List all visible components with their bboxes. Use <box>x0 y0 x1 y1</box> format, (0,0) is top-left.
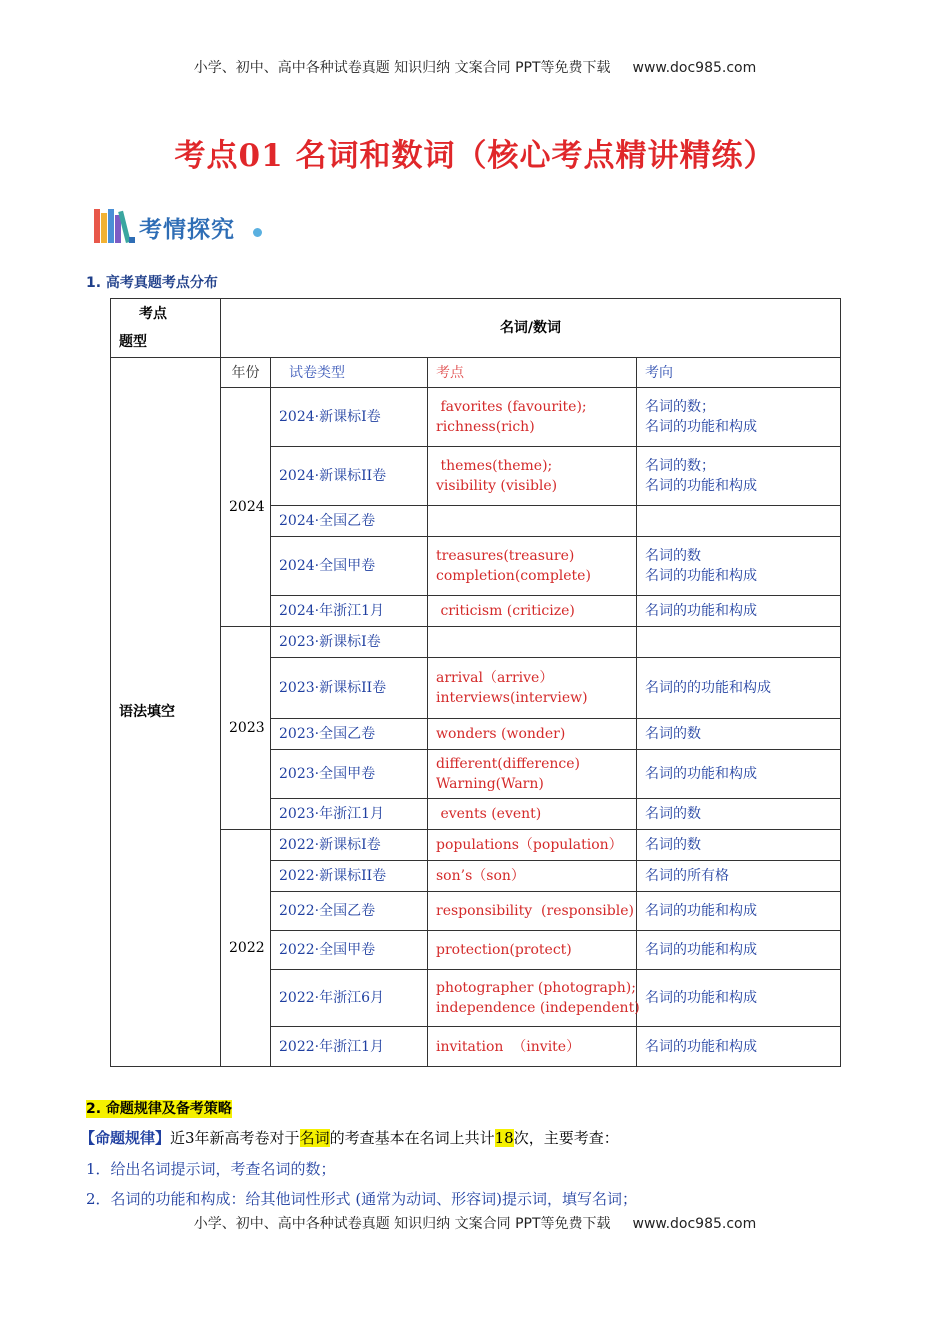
direction-cell <box>637 627 841 658</box>
column-header-row <box>111 358 841 388</box>
section2-heading-text: 2. 命题规律及备考策略 <box>86 1101 232 1117</box>
point-line1: son’s（son） <box>436 868 525 884</box>
direction-cell <box>637 388 841 447</box>
direction-cell <box>637 719 841 750</box>
col-header-year: 年份 <box>221 358 271 388</box>
paper-cell: 2022·全国乙卷 <box>271 892 428 931</box>
point-line1: photographer (photograph); <box>436 980 636 996</box>
col-header-direction: 考向 <box>637 358 841 388</box>
point-line2: independence (independent) <box>436 1000 640 1016</box>
table-row <box>111 388 841 447</box>
point-line1: favorites (favourite); <box>436 399 587 415</box>
direction-line2: 名词的功能和构成 <box>645 478 757 494</box>
point-line1: themes(theme); <box>436 458 553 474</box>
point-line1: arrival（arrive） <box>436 670 554 686</box>
direction-line2: 名词的功能和构成 <box>645 419 757 435</box>
point-line1: protection(protect) <box>436 942 572 958</box>
direction-line1: 名词的数 <box>645 806 701 822</box>
point-line1: treasures(treasure) <box>436 548 575 564</box>
rule-highlight-noun: 名词 <box>299 1129 330 1147</box>
col-header-paper: 试卷类型 <box>271 358 428 388</box>
direction-line1: 名词的数 <box>645 726 701 742</box>
point-line1: criticism (criticize) <box>436 603 575 619</box>
point-line2: completion(complete) <box>436 568 591 584</box>
paper-cell: 2023·年浙江1月 <box>271 799 428 830</box>
direction-cell <box>637 750 841 799</box>
paper-cell: 2024·全国甲卷 <box>271 537 428 596</box>
main-header-cell: 名词/数词 <box>221 299 841 358</box>
direction-cell <box>637 892 841 931</box>
paper-cell: 2024·年浙江1月 <box>271 596 428 627</box>
direction-line1: 名词的功能和构成 <box>645 942 757 958</box>
point-line1: events (event) <box>436 806 542 822</box>
point-cell <box>428 388 637 447</box>
point-cell <box>428 892 637 931</box>
section2-heading <box>86 1098 232 1118</box>
paper-cell: 2024·新课标I卷 <box>271 388 428 447</box>
point-cell <box>428 627 637 658</box>
paper-cell: 2022·年浙江1月 <box>271 1027 428 1067</box>
point-line2: interviews(interview) <box>436 690 588 706</box>
page-header <box>0 57 950 77</box>
year-cell: 2022 <box>221 830 271 1067</box>
document-title: 考点01 名词和数词（核心考点精讲精练） <box>174 138 776 174</box>
table-row <box>111 830 841 861</box>
rule-highlight-count: 18 <box>494 1129 514 1147</box>
point-line2: visibility (visible) <box>436 478 558 494</box>
paper-cell: 2023·新课标II卷 <box>271 658 428 719</box>
point-cell <box>428 830 637 861</box>
section-banner <box>93 205 283 249</box>
paper-cell: 2022·全国甲卷 <box>271 931 428 970</box>
point-cell <box>428 799 637 830</box>
corner-line2: 题型 <box>119 334 147 350</box>
direction-cell <box>637 658 841 719</box>
point-cell <box>428 506 637 537</box>
direction-cell <box>637 596 841 627</box>
point-line2: Warning(Warn) <box>436 776 544 792</box>
corner-header-cell <box>111 299 221 358</box>
direction-cell <box>637 1027 841 1067</box>
books-icon <box>93 207 137 245</box>
direction-line1: 名词的功能和构成 <box>645 990 757 1006</box>
direction-cell <box>637 506 841 537</box>
direction-line1: 名词的功能和构成 <box>645 603 757 619</box>
direction-cell <box>637 537 841 596</box>
direction-line1: 名词的功能和构成 <box>645 766 757 782</box>
point-cell <box>428 658 637 719</box>
point-line1: populations（population） <box>436 837 623 853</box>
rule-post: 次，主要考查： <box>513 1129 619 1147</box>
paper-cell: 2023·全国甲卷 <box>271 750 428 799</box>
direction-cell <box>637 830 841 861</box>
footer-promo-text: 小学、初中、高中各种试卷真题 知识归纳 文案合同 PPT等免费下载 <box>193 1216 611 1232</box>
point-line1: different(difference) <box>436 756 581 772</box>
corner-line1: 考点 <box>139 306 167 322</box>
rule-pre: 近3年新高考卷对于 <box>170 1129 300 1147</box>
direction-cell <box>637 799 841 830</box>
page-footer <box>0 1213 950 1233</box>
point-cell <box>428 447 637 506</box>
point-line1: responsibility (responsible) <box>436 903 634 919</box>
direction-line1: 名词的数； <box>645 458 715 474</box>
rule-point-2: 2．名词的功能和构成：给其他词性形式 (通常为动词、形容词)提示词，填写名词； <box>86 1190 638 1208</box>
direction-cell <box>637 970 841 1027</box>
direction-cell <box>637 861 841 892</box>
footer-site[interactable]: www.doc985.com <box>632 1216 757 1232</box>
paper-cell: 2022·新课标II卷 <box>271 861 428 892</box>
rule-paragraph <box>80 1127 619 1148</box>
direction-line1: 名词的所有格 <box>645 868 729 884</box>
paper-cell: 2023·新课标I卷 <box>271 627 428 658</box>
rule-point-1: 1．给出名词提示词，考查名词的数； <box>86 1160 336 1178</box>
direction-line2: 名词的功能和构成 <box>645 568 757 584</box>
header-site[interactable]: www.doc985.com <box>632 60 757 76</box>
point-cell <box>428 1027 637 1067</box>
direction-line1: 名词的的功能和构成 <box>645 680 771 696</box>
rule-tag: 【命题规律】 <box>80 1129 171 1147</box>
direction-line1: 名词的数 <box>645 548 701 564</box>
point-cell <box>428 537 637 596</box>
paper-cell: 2023·全国乙卷 <box>271 719 428 750</box>
point-cell <box>428 931 637 970</box>
point-cell <box>428 596 637 627</box>
paper-cell: 2022·新课标I卷 <box>271 830 428 861</box>
paper-cell: 2024·新课标II卷 <box>271 447 428 506</box>
paper-cell: 2024·全国乙卷 <box>271 506 428 537</box>
year-cell: 2023 <box>221 627 271 830</box>
direction-line1: 名词的数 <box>645 837 701 853</box>
point-cell <box>428 719 637 750</box>
paper-cell: 2022·年浙江6月 <box>271 970 428 1027</box>
direction-cell <box>637 447 841 506</box>
point-cell <box>428 970 640 1027</box>
direction-line1: 名词的功能和构成 <box>645 903 757 919</box>
year-cell: 2024 <box>221 388 271 627</box>
section1-heading: 1. 高考真题考点分布 <box>86 275 218 291</box>
point-cell <box>428 750 637 799</box>
table-row <box>111 627 841 658</box>
col-header-point: 考点 <box>428 358 637 388</box>
direction-cell <box>637 931 841 970</box>
banner-dot <box>253 228 262 237</box>
table-header-row <box>111 299 841 358</box>
point-cell <box>428 861 637 892</box>
rule-mid: 的考查基本在名词上共计 <box>329 1129 495 1147</box>
point-line2: richness(rich) <box>436 419 535 435</box>
question-type-cell: 语法填空 <box>111 358 221 1067</box>
banner-label: 考情探究 <box>139 217 235 243</box>
point-line1: wonders (wonder) <box>436 726 566 742</box>
point-line1: invitation （invite） <box>436 1038 581 1055</box>
direction-line1: 名词的功能和构成 <box>645 1038 757 1055</box>
direction-line1: 名词的数； <box>645 399 715 415</box>
exam-distribution-table <box>110 298 841 1067</box>
header-promo-text: 小学、初中、高中各种试卷真题 知识归纳 文案合同 PPT等免费下载 <box>193 60 611 76</box>
